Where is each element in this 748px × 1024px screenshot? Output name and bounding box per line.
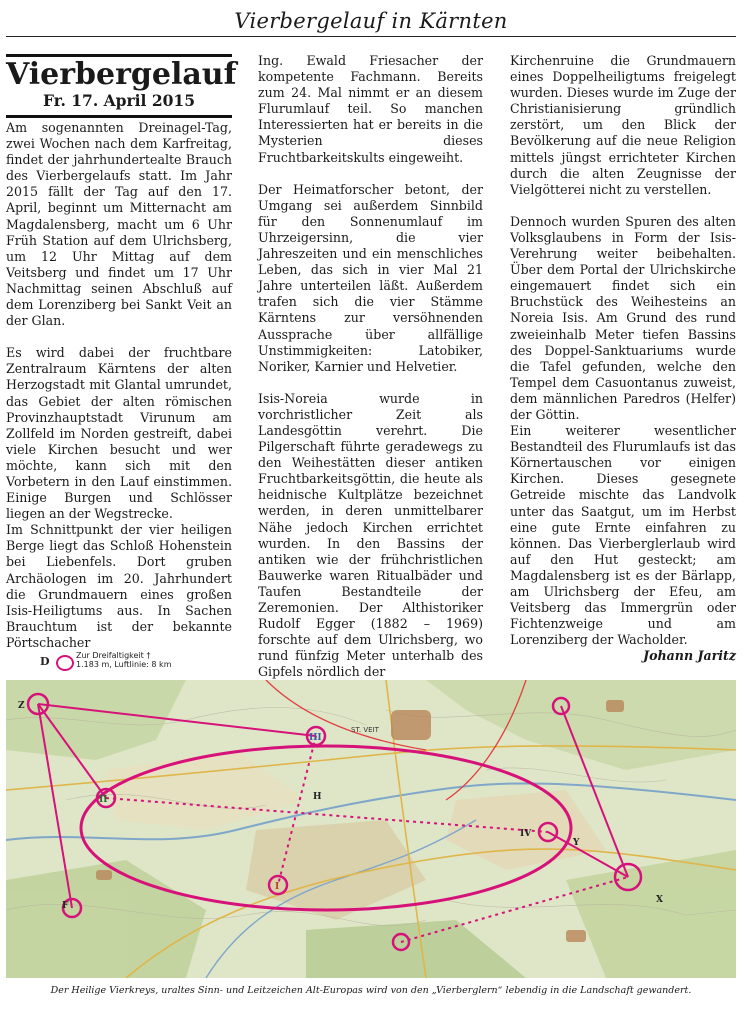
paragraph: Ein weiterer wesentlicher Bestandteil des Flurumlaufs ist das Körnertauschen vor einigen Kirchen. Dieses gesegnete Getreide mischte das Landvolk unter das Saatgut, um im Herbst eine gute Ernte einfahren zu können. Das Vierberglerlaub wird auf den Hut gesteckt; am Magdalensberg ist es der Bärlapp, am Ulrichsberg der Efeu, am Veitsberg das Immergrün oder Fichtenzweige und am Lorenziberg der Wacholder. — [510, 423, 736, 648]
map-town-label: ST. VEIT — [351, 726, 379, 734]
paragraph: Im Schnittpunkt der vier heiligen Berge liegt das Schloß Hohenstein bei Liebenfels. Dort gruben Archäologen im 20. Jahrhundert die Grundmauern eines großen Isis-Heiligtums aus. In Sachen Brauchtum ist der bekannte Pörtschacher — [6, 522, 232, 650]
paragraph: Am sogenannten Dreinagel-Tag, zwei Wochen nach dem Karfreitag, findet der jahrhundertealte Brauch des Vierbergelaufs statt. Im Jahr 2015 fällt der Tag auf den 17. April, beginnt um Mitternacht am Magdalensberg, macht um 6 Uhr Früh Station auf dem Ulrichsberg, um 12 Uhr Mittag auf dem Veitsberg und findet um 17 Uhr Nachmittag seinen Abschluß auf dem Lorenziberg bei Sankt Veit an der Glan. — [6, 120, 232, 329]
article-author: Johann Jaritz — [643, 648, 736, 664]
map-caption: Der Heilige Vierkreys, uraltes Sinn- und Leitzeichen Alt-Europas wird von den „Vierberglern“ lebendig in die Landschaft gewandert. — [50, 985, 692, 996]
marker-label: X — [656, 895, 663, 905]
page-header-title: Vierbergelauf in Kärnten — [234, 9, 508, 33]
marker-label: F — [62, 901, 69, 911]
callout-line-1: Zur Dreifaltigkeit — [76, 651, 144, 660]
article-column-1 — [6, 120, 232, 667]
marker-label: II — [99, 795, 108, 805]
paragraph: Dennoch wurden Spuren des alten Volksglaubens in Form der Isis-Verehrung weiter beibehalten. Über dem Portal der Ulrichskirche eingemauert findet sich ein Bruchstück des Weihesteins an Noreia Isis. Am Grund des rund zweieinhalb Meter tiefen Bassins des Doppel-Sanktuariums wurde die Tafel gefunden, welche den Tempel dem Casuontanus zuweist, dem männlichen Paredros (Helfer) der Göttin. — [510, 213, 736, 422]
paragraph: Kirchenruine die Grundmauern eines Doppelheiligtums freigelegt wurden. Dieses wurde im Zuge der Christianisierung gründlich zerstört, um den Blick der Bevölkerung auf die neue Religion mittels jüngst errichteter Kirchen durch die alten Zeugnisse der Vielgötterei nicht zu verstellen. — [510, 53, 736, 197]
article-column-2 — [258, 53, 483, 696]
callout-ring-icon — [56, 655, 74, 671]
callout-text: Zur Dreifaltigkeit † 1.183 m, Luftlinie: 8 km — [76, 651, 172, 669]
marker-label: Y — [573, 838, 580, 848]
paragraph: Isis-Noreia wurde in vorchristlicher Zeit als Landesgöttin verehrt. Die Pilgerschaft führte geradewegs zu den Weihestätten dieser antiken Fruchtbarkeitsgöttin, die heute als heidnische Kultplätze bezeichnet werden, in deren unmittelbarer Nähe jedoch Kirchen errichtet wurden. In den Bassins der antiken wie der frühchristlichen Bauwerke waren Ritualbäder und Taufen Bestandteile der Zeremonien. Der Althistoriker Rudolf Egger (1882 – 1969) forschte auf dem Ulrichsberg, wo rund fünfzig Meter unterhalb des Gipfels nördlich der — [258, 390, 483, 680]
article-title: Vierbergelauf — [6, 57, 237, 92]
paragraph: Ing. Ewald Friesacher der kompetente Fachmann. Bereits zum 24. Mal nimmt er an diesem Flurumlauf teil. So manchen Interessierten hat er bereits in die Mysterien dieses Fruchtbarkeitskults eingeweiht. — [258, 53, 483, 165]
callout-line-2: 1.183 m, Luftlinie: 8 km — [76, 660, 172, 669]
article-column-3 — [510, 53, 736, 664]
topographic-map-svg — [6, 680, 736, 978]
marker-label: Z — [18, 701, 25, 711]
paragraph: Der Heimatforscher betont, der Umgang sei außerdem Sinnbild für den Sonnenumlauf im Uhrzeigersinn, die vier Jahreszeiten und ein menschliches Leben, das sich in vier Mal 21 Jahre unterteilen läßt. Außerdem trafen sich die vier Stämme Kärntens zur versöhnenden Aussprache über allfällige Unstimmigkeiten: Latobiker, Noriker, Karnier und Helvetier. — [258, 181, 483, 374]
marker-label: I — [275, 882, 280, 892]
page-header — [6, 6, 736, 37]
paragraph: Es wird dabei der fruchtbare Zentralraum Kärntens der alten Herzogstadt mit Glantal umrundet, das Gebiet der alten römischen Provinzhauptstadt Virunum am Zollfeld im Norden gestreift, dabei viele Kirchen besucht und wer möchte, kann sich mit den Vorbetern in den Lauf einstimmen. Einige Burgen und Schlösser liegen an der Wegstrecke. — [6, 345, 232, 522]
map-center-label: H — [313, 792, 322, 802]
callout-letter: D — [40, 655, 50, 668]
marker-label: IV — [520, 829, 532, 839]
map-image — [6, 680, 736, 978]
article-title-box — [6, 54, 237, 118]
article-date: Fr. 17. April 2015 — [43, 91, 195, 110]
marker-label: III — [309, 733, 322, 743]
